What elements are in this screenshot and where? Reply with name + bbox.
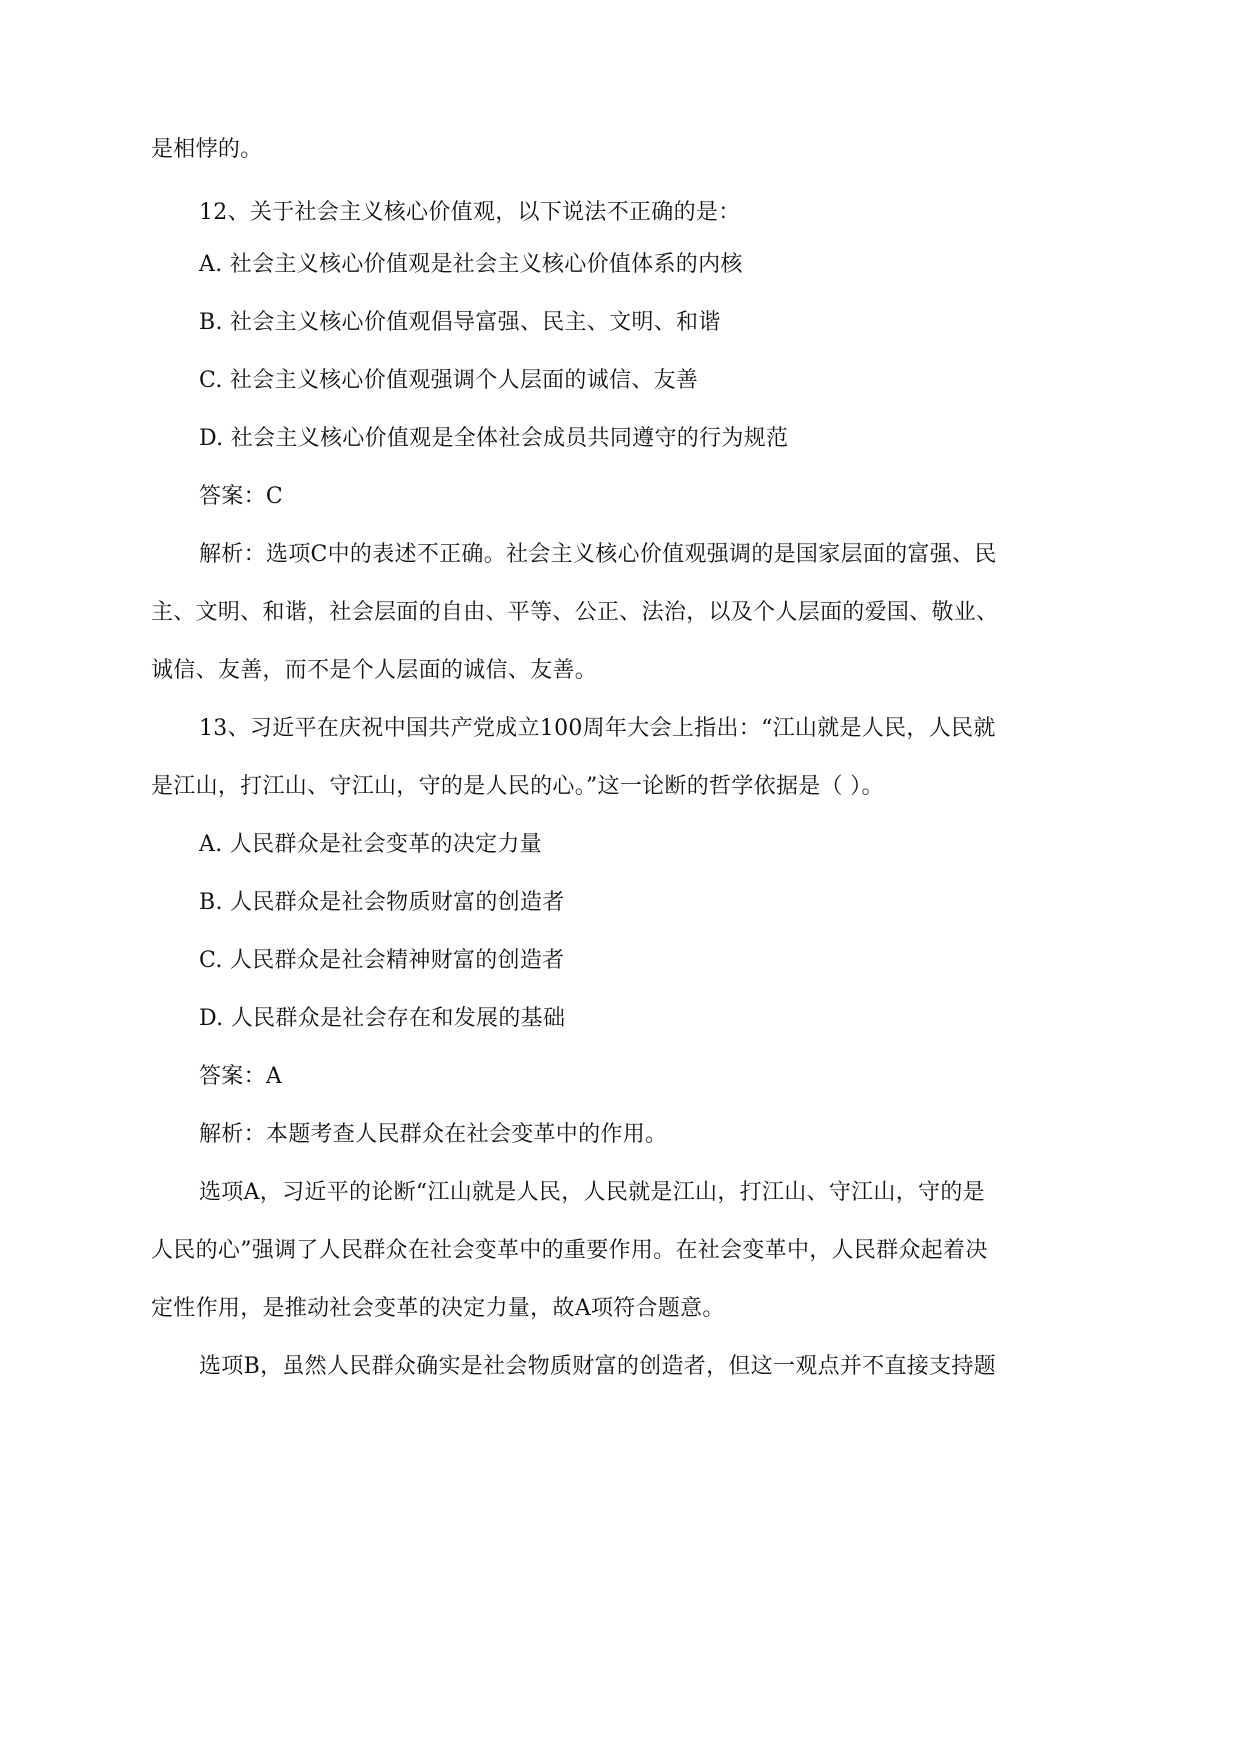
text-line: 选项B，虽然人民群众确实是社会物质财富的创造者，但这一观点并不直接支持题 xyxy=(199,1354,996,1379)
question-12-option-a: A. 社会主义核心价值观是社会主义核心价值体系的内核 xyxy=(199,252,743,277)
question-12-option-c: C. 社会主义核心价值观强调个人层面的诚信、友善 xyxy=(199,368,699,393)
question-13-option-b: B. 人民群众是社会物质财富的创造者 xyxy=(199,890,565,915)
question-13-answer: 答案：A xyxy=(199,1064,283,1089)
question-12-stem: 12、关于社会主义核心价值观，以下说法不正确的是： xyxy=(199,200,741,225)
text-line: 人民的心”强调了人民群众在社会变革中的重要作用。在社会变革中，人民群众起着决 xyxy=(151,1238,988,1263)
text-line: 是江山，打江山、守江山，守的是人民的心。”这一论断的哲学依据是（ ）。 xyxy=(151,774,884,799)
question-13-option-a: A. 人民群众是社会变革的决定力量 xyxy=(199,832,542,857)
text-line: 选项A，习近平的论断“江山就是人民，人民就是江山，打江山、守江山，守的是 xyxy=(199,1180,985,1205)
question-13-option-c: C. 人民群众是社会精神财富的创造者 xyxy=(199,948,565,973)
question-13-option-d: D. 人民群众是社会存在和发展的基础 xyxy=(199,1006,566,1031)
question-13-stem: 13、习近平在庆祝中国共产党成立100周年大会上指出：“江山就是人民，人民就 xyxy=(199,716,996,741)
text-line: 定性作用，是推动社会变革的决定力量，故A项符合题意。 xyxy=(151,1296,725,1321)
text-line: 主、文明、和谐，社会层面的自由、平等、公正、法治，以及个人层面的爱国、敬业、 xyxy=(151,600,999,625)
question-12-analysis: 解析：选项C中的表述不正确。社会主义核心价值观强调的是国家层面的富强、民 xyxy=(199,542,997,567)
question-13-analysis: 解析：本题考查人民群众在社会变革中的作用。 xyxy=(199,1122,668,1147)
text-line: 诚信、友善，而不是个人层面的诚信、友善。 xyxy=(151,658,598,683)
text-line: 是相悖的。 xyxy=(151,137,263,162)
question-12-answer: 答案：C xyxy=(199,484,284,509)
question-12-option-d: D. 社会主义核心价值观是全体社会成员共同遵守的行为规范 xyxy=(199,426,789,451)
question-12-option-b: B. 社会主义核心价值观倡导富强、民主、文明、和谐 xyxy=(199,310,721,335)
